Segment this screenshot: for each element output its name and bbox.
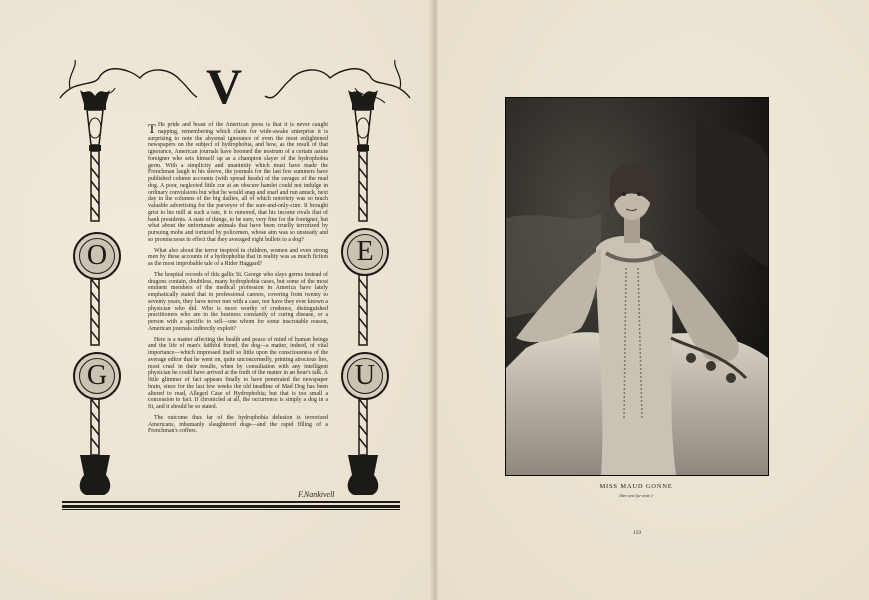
right-medallion-upper (341, 228, 389, 276)
article-paragraph: Here is a matter affecting the health and peace of mind of human beings and the life of man's faithful friend, the dog—a matter, indeed, of vital importance—which impressed itself so little upon the consciousness of the average editor that he went on, quite unconcernedly, printing atrocious lies, most cruel in their results, when by consultation with any intelligent physician he could have arrived at the truth of the matter in an hour's talk. A little glimmer of fact appears finally to have penetrated the newspaper brain, since for the last few weeks the old headline of Mad Dog has been altered to read, Alleged Case of Hydrophobia; but that is too small a concession to fact. If chronicled at all, the occurrence is simply a dog in a fit, and it should be so stated. (148, 336, 328, 410)
article-paragraph: The outcome thus far of the hydrophobia delusion is terrorized Americans, inhumanly slaughtered dogs—and the rapid filling of a Frenchman's coffers. (148, 414, 328, 435)
initial-letter: V (197, 58, 251, 114)
right-ornamental-column (340, 90, 386, 500)
portrait-caption (505, 483, 767, 498)
left-ornamental-column (72, 90, 118, 500)
artist-signature: F.Nankivell (298, 490, 335, 499)
medallion-letter: U (347, 358, 383, 394)
article-paragraph: The hospital records of this gallic St. George who slays germs instead of dragons contain, doubtless, many hydrophobia cases, but some of the most eminent members of the medical profession in America have lately emphatically stated that in professional careers, covering from twenty to seventy years, they have never met with a case, nor have they ever known a physician who did. Who is more worthy of credence, distinguished practitioners who are in the business constantly of curing disease, or a person with a specific to sell—one whom for some inscrutable reason, American journals indirectly exploit? (148, 271, 328, 332)
caption-title: MISS MAUD GONNE (599, 483, 673, 490)
portrait-photograph (505, 97, 769, 476)
left-page (0, 0, 432, 600)
right-medallion-lower (341, 352, 389, 400)
page-number: 159 (632, 530, 642, 536)
portrait-image (506, 98, 768, 475)
footer-rule (62, 501, 400, 511)
paragraph-text: He pride and boast of the American press is that it is never caught napping, remembering which claim for wide-awake enterprise it is surprising to note the abysmal ignorance of even the most enlightened newspapers on the subject of hydrophobia, and how, as the result of that ignorance, American journals have boomed the nostrum of a certain astute foreigner who sets himself up as a champion slayer of the hydrophobia germ. With a simplicity and unanimity which must have made the Frenchman laugh in his sleeve, the journals for the last few summers have published column accounts (with spread heads) of the ravages of the mad dog. A poor, neglected little cur at an obscure hamlet could not indulge in ordinary convulsions but what he would snap and snarl and run amuck, next day in the columns of the big dailies, all of which notoriety was so much valuable advertising for the purveyor of the sure-and-only-cure. It brought grist to his mill at such a rate, it is rumored, that his income rivals that of bank presidents. A state of things, to be sure, very fine for the foreigner, but what about the unfortunate animals that have been cruelly terrorized by pursuing mobs and tortured by policemen, whose aim was so unsteady and so promiscuous in effect that they averaged eight bullets to a dog? (148, 122, 328, 243)
left-medallion-lower (73, 352, 121, 400)
left-medallion-upper (73, 232, 121, 280)
article-body (148, 122, 328, 439)
medallion-letter: G (79, 358, 115, 394)
medallion-letter: E (347, 234, 383, 270)
medallion-letter: O (79, 238, 115, 274)
drop-letter: T (148, 121, 156, 136)
article-paragraph: What also about the terror inspired in children, women and even strong men by these accounts of a hydrophobia that in reality was as much fiction as the most improbable tale of a Rider Haggard? (148, 247, 328, 267)
article-paragraph (148, 122, 328, 244)
caption-note: (See text for note.) (619, 493, 653, 498)
